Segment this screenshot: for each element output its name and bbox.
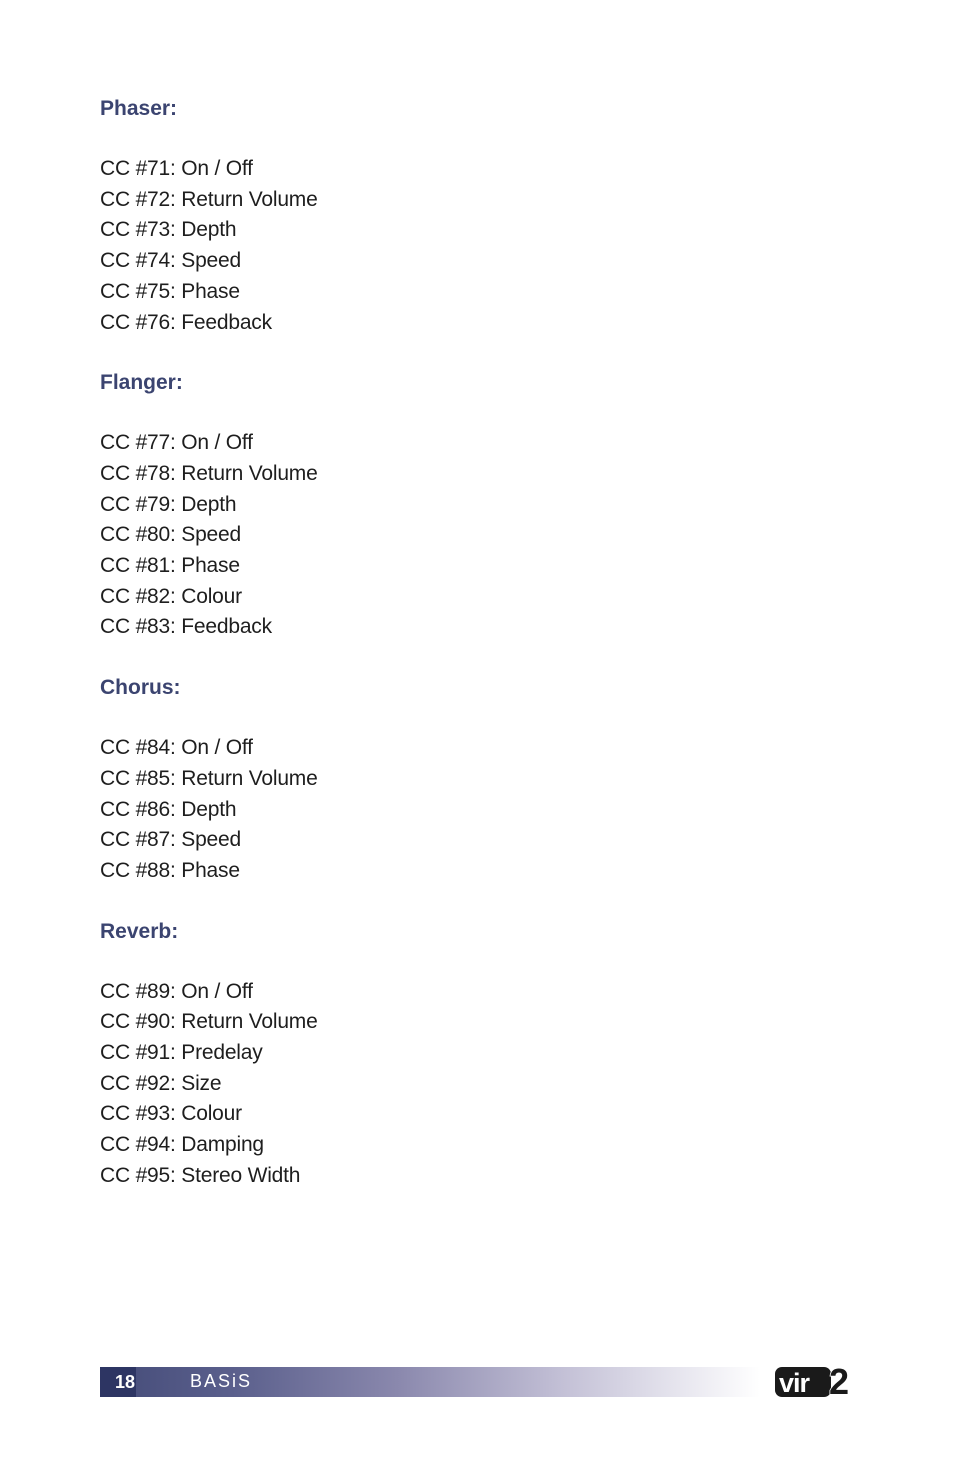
list-item: CC #74: Speed <box>100 249 241 273</box>
section-heading: Chorus: <box>100 676 181 700</box>
list-item: CC #82: Colour <box>100 584 242 608</box>
page-footer <box>100 1367 760 1397</box>
list-item: CC #75: Phase <box>100 279 240 303</box>
product-name: BASiS <box>190 1371 253 1391</box>
svg-text:vir: vir <box>779 1368 810 1398</box>
list-item: CC #92: Size <box>100 1071 222 1095</box>
list-item: CC #88: Phase <box>100 858 240 882</box>
list-item: CC #93: Colour <box>100 1102 242 1126</box>
page-number: 18 <box>114 1372 136 1392</box>
list-item: CC #79: Depth <box>100 492 237 516</box>
list-item: CC #71: On / Off <box>100 157 253 180</box>
list-item: CC #86: Depth <box>100 797 237 821</box>
list-item: CC #80: Speed <box>100 523 241 547</box>
section-flanger <box>100 368 800 643</box>
list-item: CC #94: Damping <box>100 1133 264 1157</box>
section-heading: Reverb: <box>100 919 179 943</box>
list-item: CC #83: Feedback <box>100 615 272 639</box>
list-item: CC #76: Feedback <box>100 310 272 334</box>
list-item: CC #72: Return Volume <box>100 187 318 211</box>
list-item: CC #95: Stereo Width <box>100 1163 301 1187</box>
section-heading: Phaser: <box>100 97 178 120</box>
list-item: CC #84: On / Off <box>100 736 253 760</box>
list-item: CC #89: On / Off <box>100 979 253 1003</box>
list-item: CC #81: Phase <box>100 554 240 578</box>
list-item: CC #91: Predelay <box>100 1041 263 1065</box>
list-item: CC #85: Return Volume <box>100 766 318 790</box>
section-reverb <box>100 917 800 1192</box>
section-phaser <box>100 94 800 338</box>
list-item: CC #90: Return Volume <box>100 1010 318 1034</box>
list-item: CC #78: Return Volume <box>100 461 318 485</box>
document-body <box>100 94 800 1192</box>
section-heading: Flanger: <box>100 371 183 395</box>
vir2-logo-icon <box>774 1363 860 1401</box>
list-item: CC #87: Speed <box>100 828 241 852</box>
section-chorus <box>100 673 800 887</box>
list-item: CC #73: Depth <box>100 218 237 242</box>
list-item: CC #77: On / Off <box>100 431 253 455</box>
svg-text:2: 2 <box>829 1363 850 1401</box>
